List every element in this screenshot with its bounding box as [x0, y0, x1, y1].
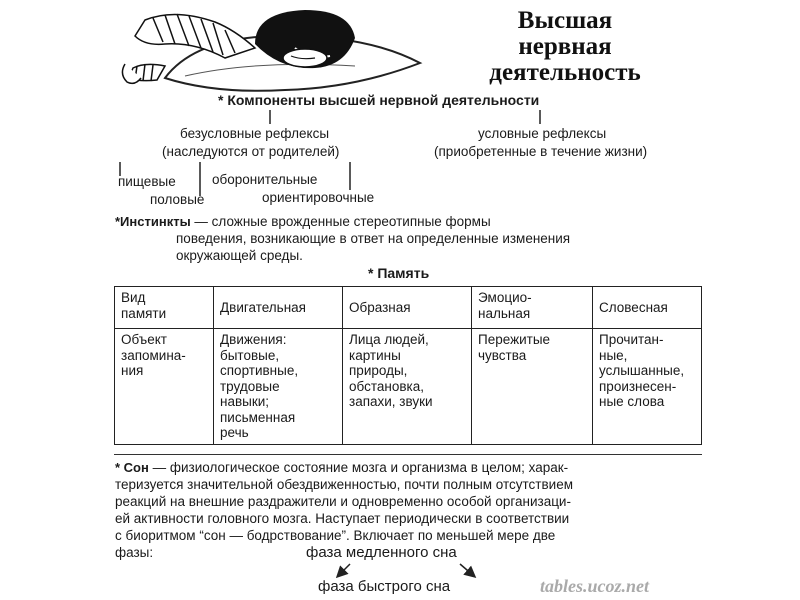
- conditioned-reflexes-label: условные рефлексы: [478, 126, 607, 141]
- reflex-type-sexual: половые: [150, 192, 205, 207]
- sleep-line-3: реакций на внешние раздражители и одновременно особой организаци-: [115, 494, 571, 509]
- memory-heading: * Память: [368, 265, 430, 281]
- title-line-1: Высшая: [517, 7, 613, 34]
- reflex-type-food: пищевые: [118, 174, 176, 189]
- unconditioned-reflexes-label: безусловные рефлексы: [180, 126, 330, 141]
- sleep-phase-fast: фаза быстрого сна: [318, 578, 451, 595]
- instincts-text-1: — сложные врожденные стереотипные формы: [190, 214, 491, 229]
- conditioned-reflexes-note: (приобретенные в течение жизни): [434, 144, 648, 159]
- sleep-line-6: фазы:: [115, 545, 154, 560]
- sleep-phase-slow: фаза медленного сна: [306, 544, 457, 561]
- memory-verbal-content: Прочитан- ные, услышанные, произнесен- ные слова: [599, 332, 685, 409]
- memory-header-type: Вид памяти: [121, 290, 167, 321]
- watermark: tables.ucoz.net: [540, 576, 650, 596]
- instincts-term: *Инстинкты: [115, 214, 191, 229]
- sleep-text-1: — физиологическое состояние мозга и организма в целом; харак-: [148, 460, 569, 475]
- unconditioned-reflexes-note: (наследуются от родителей): [162, 144, 340, 159]
- memory-figurative-content: Лица людей, картины природы, обстановка, запахи, звуки: [349, 332, 433, 409]
- instincts-line-2: поведения, возникающие в ответ на определенные изменения: [176, 231, 571, 246]
- memory-header-emotional: Эмоцио- нальная: [478, 290, 532, 321]
- components-heading: * Компоненты высшей нервной деятельности: [218, 92, 540, 108]
- sleep-line-5: с биоритмом “сон — бодрствование”. Включает по меньшей мере две: [115, 528, 556, 543]
- memory-header-motor: Двигательная: [220, 299, 306, 315]
- title-line-2: нервная: [518, 33, 612, 60]
- title-line-3: деятельность: [489, 59, 641, 86]
- memory-object-label: Объект запомина- ния: [121, 332, 186, 378]
- sleep-line-2: теризуется значительной обездвиженностью, почти полным отсутствием: [115, 477, 573, 492]
- memory-motor-content: Движения: бытовые, спортивные, трудовые навыки; письменная речь: [220, 332, 299, 440]
- instincts-line-3: окружающей среды.: [176, 248, 303, 263]
- sleep-line-4: ей активности головного мозга. Наступает периодически в соответствии: [115, 511, 570, 526]
- reflex-type-orienting: ориентировочные: [262, 190, 375, 205]
- memory-emotional-content: Пережитые чувства: [478, 332, 551, 363]
- memory-header-verbal: Словесная: [599, 299, 668, 315]
- sleep-term: * Сон: [115, 460, 149, 475]
- reflex-type-defensive: оборонительные: [212, 172, 318, 187]
- memory-header-figurative: Образная: [349, 299, 411, 315]
